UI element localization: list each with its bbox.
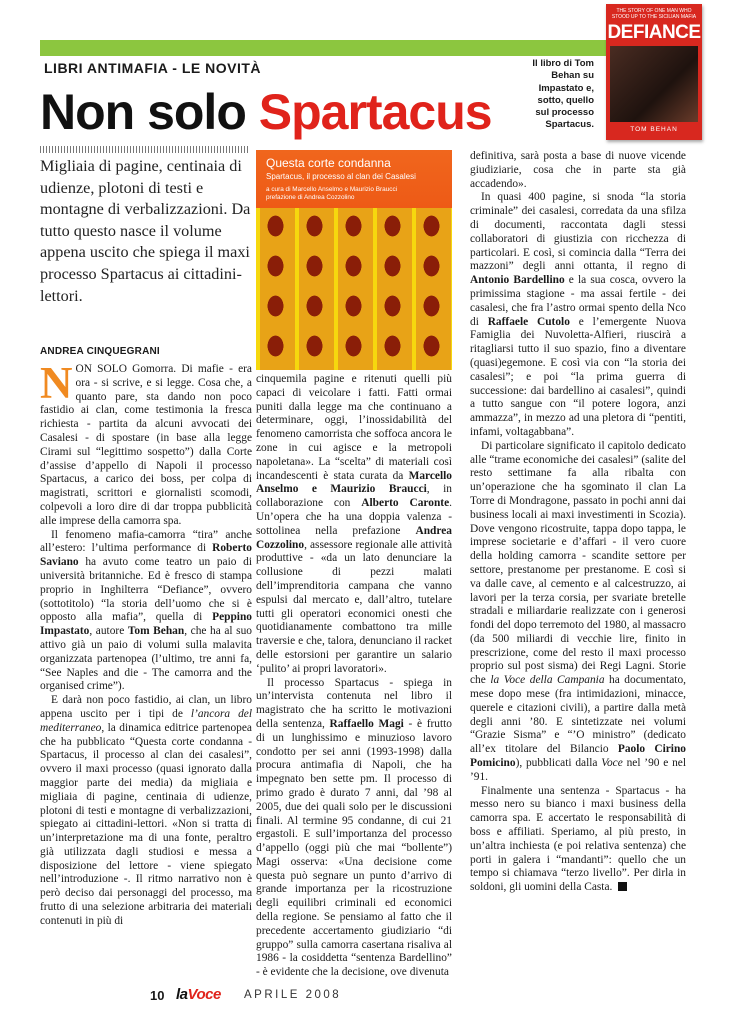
book-cover-tagline: THE STORY OF ONE MAN WHO STOOD UP TO THE SICILIAN MAFIA <box>611 8 697 20</box>
magazine-logo: laVoce <box>176 986 221 1003</box>
article-column-2 <box>256 373 452 980</box>
article-paragraph: Finalmente una sentenza - Spartacus - ha messo nero su bianco i maxi business della camorra spa. E accertato le responsabilità di boss e affiliati. Speriamo, al più presto, in un’altra inchiesta (e poi relativa sentenza) che porti in galera i “mandanti”: quello che un tempo si chiamava “terzo livello”. Per dirla in soldoni, gli uomini della Casta. <box>470 784 686 894</box>
drop-cap: N <box>40 358 73 408</box>
book-caption: Il libro di Tom Behan su Impastato e, sotto, quello sul processo Spartacus. <box>532 58 594 131</box>
book-cover-subtitle: Spartacus, il processo al clan dei Casalesi <box>266 172 416 181</box>
book-cover-author: TOM BEHAN <box>630 126 678 133</box>
author-portrait-image <box>610 46 698 122</box>
section-color-bar <box>40 40 688 56</box>
article-paragraph: Di particolare significato il capitolo dedicato alle “trame economiche dei casalesi” (salite del resto settimane fa alla ribalta con un’operazione che ha sgominato il clan La Torre di Mondragone, passato in pochi anni dai business locali ai maxi investimenti in Scozia). Dove vengono ricostruite, tappa dopo tappa, le imprese societarie e d’affari - il vero cuore della holding camorra - scandite settore per settore, prestanome per prestanome. E così si va dalle cave, al cemento e al calcestruzzo, ai lavori per la terza corsia, per svariate bretelle stradali e miliardarie realizzate con i generosi fondi del dopo terremoto del 1980, al massacro (da 500 miliardi di vecchie lire, finito in prescrizione, come del resto il maxi processo proprio sul post sisma) dei Regi Lagni. Storie che la Voce della Campania ha documentato, mese dopo mese (fra intimidazioni, minacce, querele e citazioni civili), a partire dalla metà degli anni ’80. E sintetizzate nei volumi “Grazie Sisma” e “’O ministro” (dedicato all’ex titolare del Bilancio Paolo Cirino Pomicino), pubblicati dalla Voce nel ’90 e nel ’91. <box>470 439 687 783</box>
dotted-divider <box>40 146 250 153</box>
issue-date: APRILE 2008 <box>244 989 342 1001</box>
book-cover-preface: prefazione di Andrea Cozzolino <box>266 194 355 201</box>
author-byline: ANDREA CINQUEGRANI <box>40 346 160 357</box>
article-paragraph: Il fenomeno mafia-camorra “tira” anche all’estero: l’ultima performance di Roberto Saviano ha avuto come teatro un paio di università britanniche. Ed è fresco di stampa proprio in Inghilterra “Defiance”, ovvero (sottotitolo) “la storia dell’uomo che si è opposto alla mafia”, quella di Peppino Impastato, autore Tom Behan, che ha al suo attivo già un paio di volumi sulla malavita organizzata partenopea (l’ultimo, tre anni fa, “See Naples and die - The camorra and the organised crime”). <box>40 528 252 693</box>
section-kicker: LIBRI ANTIMAFIA - LE NOVITÀ <box>44 60 261 76</box>
lead-paragraph: Migliaia di pagine, centinaia di udienze, plotoni di testi e montagne di verbalizzazioni. Da tutto questo nasce il volume appena uscito che spiega il maxi processo Spartacus ai cittadini-lettori. <box>40 157 251 305</box>
headline <box>40 84 492 140</box>
book-cover-defiance <box>606 4 702 140</box>
article-paragraph: NON SOLO Gomorra. Di mafie - era ora - si scrive, e si legge. Cosa che, a quanto pare, sta dando non poco fastidio ai clan, come testimonia la fresca richiesta - partita da alcuni avvocati dei Casalesi - di spostare (in base alla legge Cirami sul “legittimo sospetto”) dalla Corte d’assise d’appello di Napoli il processo Spartacus, a carico dei boss, per colpa di magistrati, scrittori e giornalisti scomodi, colpevoli a loro dire di dar troppa pubblicità alle imprese della camorra spa. <box>40 358 252 527</box>
book-cover-questa-corte-condanna <box>256 150 452 370</box>
book-cover-faces-image <box>256 208 452 370</box>
article-column-1 <box>40 358 252 929</box>
article-paragraph: In quasi 400 pagine, si snoda “la storia criminale” dei casalesi, corredata da una sfilza di documenti, raccontata dagli stessi collaboratori di giustizia con ricchezza di particolari. E così, si comincia dalla “Terra dei mazzoni” degli anni ottanta, il regno di Antonio Bardellino e la sua cosca, ovvero la primissima stagione - ma assai fertile - dei casalesi, che fra l’astro ormai spento della Nco di Raffaele Cutolo e l’emergente Nuova Famiglia dei Nuvoletta-Alfieri, riuscirà a ritagliarsi tutto il suo spazio, fino a diventare (quasi)egemone. E così via con “la storia dei casalesi”; e poi “la prima guerra di successione: dai bardellino ai casalesi”, quindi a tutto sangue con “il potere logora, anzi ammazza”, in mezzo ad una pletora di “pentiti, infami, voltagabbana”. <box>470 191 686 438</box>
article-paragraph: Il processo Spartacus - spiega in un’intervista contenuta nel libro il magistrato che ha scritto le motivazioni della sentenza, Raffaello Magi - è frutto di un lunghissimo e minuzioso lavoro condotto per sei anni (1993-1998) dalla procura antimafia di Napoli, che ha impegnato ben sette pm. Il processo di primo grado è durato 7 anni, dal ’98 al 2005, due dei quali solo per le discussioni finali. Al termine 95 condanne, di cui 21 ergastoli. E sull’importanza del processo d’appello (oggi più che mai “bollente”) Magi osserva: «Una decisione come questa può segnare un punto d’arrivo di grande importanza per la ricostruzione degli equilibri criminali ed economici della regione. Se pensiamo al fatto che il precedente accertamento giudiziario “di gruppo” sulla camorra casertana risaliva al 1986 - la cosiddetta “sentenza Bardellino” - è evidente che la decisione, ove divenuta <box>256 676 452 979</box>
page-number: 10 <box>150 988 165 1003</box>
article-column-3 <box>470 150 686 895</box>
book-cover-title: Questa corte condanna <box>266 156 391 170</box>
book-cover-title: DEFIANCE <box>607 22 701 43</box>
headline-part-1: Non solo <box>40 84 259 140</box>
article-paragraph: definitiva, sarà posta a base di nuove vicende giudiziarie, cosa che in parte sta già accadendo». <box>470 150 686 190</box>
article-paragraph: E darà non poco fastidio, ai clan, un libro appena uscito per i tipi de l’ancora del mediterraneo, la dinamica editrice partenopea che ha pubblicato “Questa corte condanna - Spartacus, il processo al clan dei casalesi”, ovvero il maxi processo (quasi ignorato dalla maggior parte dei media) da migliaia e migliaia di pagine, centinaia di udienze, plotoni di testi e montagne di verbalizzazioni, spiegato ai cittadini-lettori. «Non si tratta di un’interpretazione ma di una fonte, peraltro già utilizzata dagli studiosi e messa a disposizione del lettore - viene spiegato nell’introduzione -. Il ritmo narrativo non è però deciso dai personaggi del processo, ma frutto di una selezione arbitraria dei materiali contenuti in più di <box>40 694 252 927</box>
end-of-article-mark <box>618 882 627 891</box>
book-cover-authors: a cura di Marcello Anselmo e Maurizio Braucci <box>266 186 398 193</box>
article-paragraph: cinquemila pagine e ritenuti quelli più capaci di veicolare i fatti. Fatti ormai puniti dalla legge ma che continuano a determinare, oggi, l’inossidabilità del fenomeno camorrista che soffoca ancora le zone in cui agisce e la metropoli napoletana». La “scelta” di materiali così incandescenti è stata curata da Marcello Anselmo e Maurizio Braucci, in collaborazione con Alberto Caronte. Un’opera che ha una doppia valenza - sottolinea nella prefazione Andrea Cozzolino, assessore regionale alle attività produttive - «da un lato denunciare la collusione di pezzi malati dell’imprenditoria campana che vanno espulsi dal mercato e, dall’altro, tutelare tutti gli operatori economici onesti che quotidianamente combattono tra mille traversie e che, talora, denunciano il racket delle estorsioni per garantire un salario ‘pulito’ ai propri lavoratori». <box>256 373 453 675</box>
headline-part-2: Spartacus <box>258 84 492 140</box>
